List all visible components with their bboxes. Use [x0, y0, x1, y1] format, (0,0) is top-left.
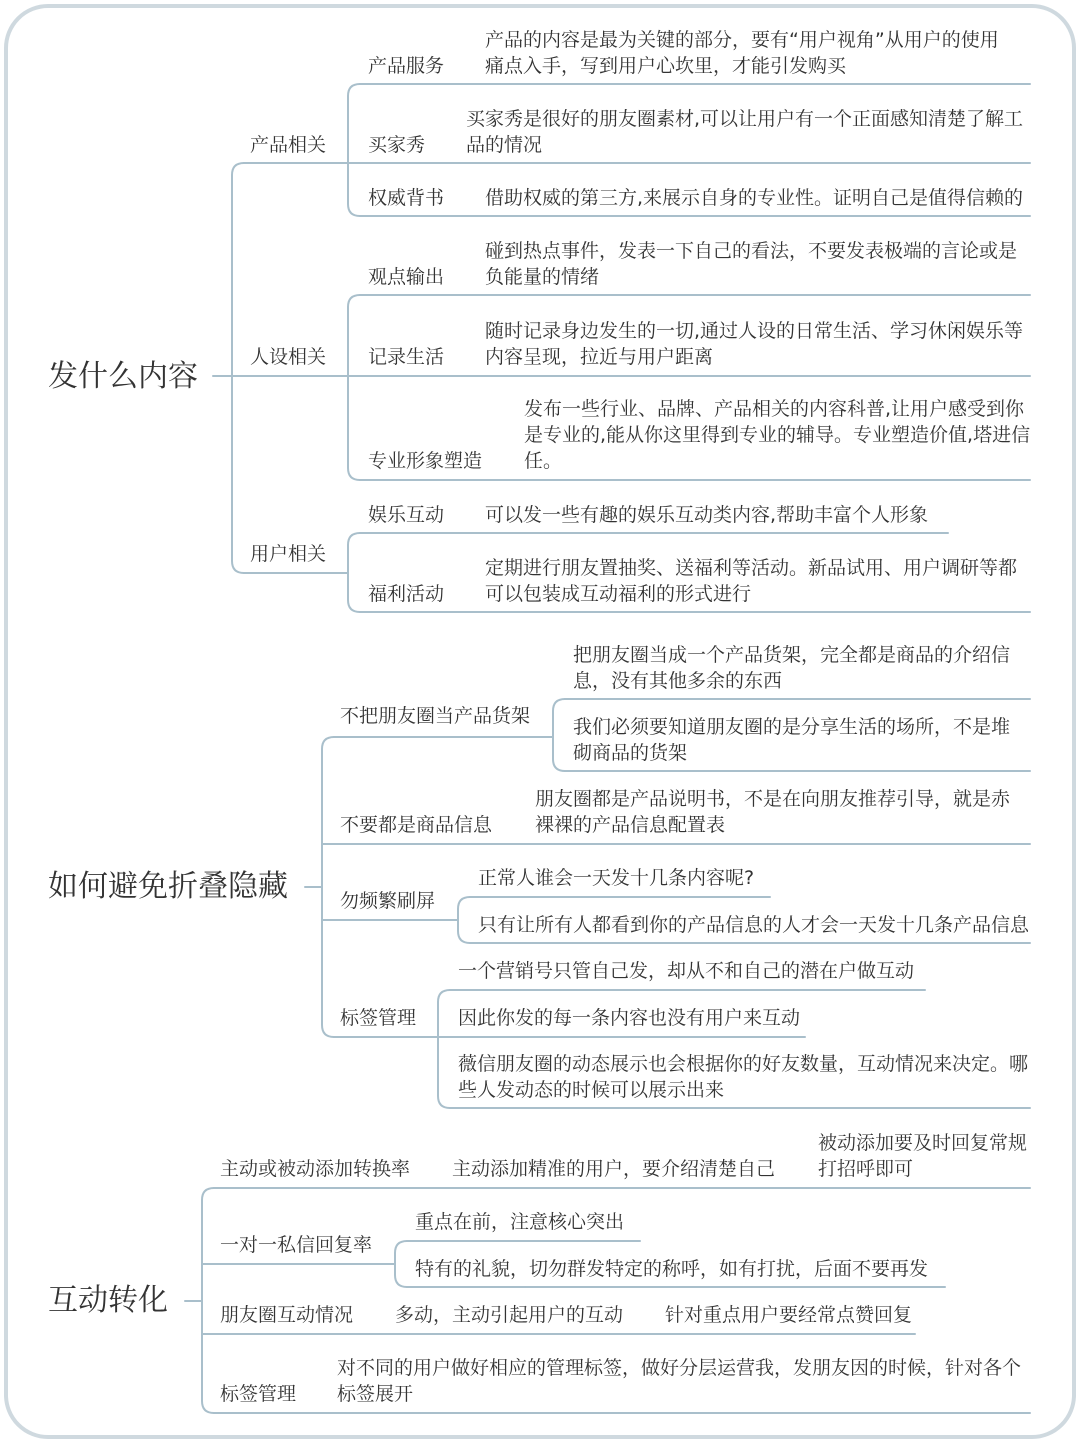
subtopic-spine	[553, 699, 565, 771]
detail-line: 买家秀是很好的朋友圈素材,可以让用户有一个正面感知清楚了解工	[466, 108, 1024, 130]
detail-line: 发布一些行业、品牌、产品相关的内容科普,让用户感受到你	[524, 398, 1025, 420]
detail-text	[458, 1051, 1028, 1103]
detail-text	[485, 502, 928, 528]
detail-line: 把朋友圈当成一个产品货架，完全都是商品的介绍信	[573, 644, 1011, 666]
detail-text	[665, 1302, 912, 1328]
detail-line: 品的情况	[466, 134, 543, 156]
branch-topic: 标签管理	[340, 1007, 417, 1029]
branch-topic: 不把朋友圈当产品货架	[340, 705, 531, 727]
branch-topic: 主动或被动添加转换率	[220, 1158, 411, 1180]
detail-line: 只有让所有人都看到你的产品信息的人才会一天发十几条产品信息	[478, 914, 1030, 936]
detail-text	[458, 1005, 800, 1031]
subtopic: 专业形象塑造	[368, 450, 483, 472]
subtopic: 娱乐互动	[368, 504, 445, 526]
detail-line: 定期进行朋友置抽奖、送福利等活动。新品试用、用户调研等都	[485, 557, 1018, 579]
detail-line: 特有的礼貌，切勿群发特定的称呼，如有打扰，后面不要再发	[415, 1258, 929, 1280]
subtopic-spine	[348, 533, 360, 612]
branch-topic: 产品相关	[250, 134, 327, 156]
detail-text	[573, 642, 1010, 694]
detail-text	[535, 786, 1010, 838]
branch-spine	[322, 737, 334, 1037]
detail-text	[458, 958, 914, 984]
detail-line: 砌商品的货架	[573, 742, 688, 764]
detail-text	[818, 1130, 1027, 1182]
detail-line: 裸裸的产品信息配置表	[535, 814, 726, 836]
detail-text	[478, 865, 754, 891]
branch-topic: 不要都是商品信息	[340, 814, 493, 836]
subtopic: 记录生活	[368, 346, 445, 368]
subtopic: 产品服务	[368, 55, 445, 77]
detail-line: 随时记录身边发生的一切,通过人设的日常生活、学习休闲娱乐等	[485, 320, 1024, 342]
subtopic-spine	[395, 1241, 407, 1287]
detail-text	[485, 238, 1017, 290]
detail-text	[485, 185, 1023, 211]
detail-line: 我们必须要知道朋友圈的是分享生活的场所，不是堆	[573, 716, 1011, 738]
branch-topic: 用户相关	[250, 543, 327, 565]
branch-spine	[232, 163, 244, 573]
detail-line: 薇信朋友圈的动态展示也会根据你的好友数量，互动情况来决定。哪	[458, 1053, 1029, 1075]
detail-line: 对不同的用户做好相应的管理标签，做好分层运营我，发朋友因的时候，针对各个	[337, 1357, 1022, 1379]
branch-topic: 朋友圈互动情况	[220, 1304, 354, 1326]
root-topic-what-to-post: 发什么内容	[48, 359, 198, 394]
detail-line: 痛点入手，写到用户心坎里，才能引发购买	[485, 55, 847, 77]
detail-line: 碰到热点事件，发表一下自己的看法，不要发表极端的言论或是	[485, 240, 1018, 262]
detail-line: 被动添加要及时回复常规	[818, 1132, 1028, 1154]
detail-text	[466, 106, 1023, 158]
branch-topic: 一对一私信回复率	[220, 1234, 373, 1256]
detail-text	[485, 555, 1017, 607]
detail-line: 正常人谁会一天发十几条内容呢?	[478, 867, 755, 889]
detail-text	[573, 714, 1010, 766]
detail-line: 朋友圈都是产品说明书，不是在向朋友推荐引导，就是赤	[535, 788, 1011, 810]
detail-line: 多动，主动引起用户的互动	[395, 1304, 624, 1326]
detail-text	[415, 1256, 928, 1282]
detail-text	[395, 1302, 623, 1328]
branch-spine	[202, 1188, 214, 1413]
detail-line: 息，没有其他多余的东西	[573, 670, 783, 692]
detail-line: 标签展开	[337, 1383, 414, 1405]
branch-topic: 标签管理	[220, 1383, 297, 1405]
detail-text	[478, 912, 1029, 938]
detail-line: 针对重点用户要经常点赞回复	[665, 1304, 913, 1326]
detail-line: 内容呈现，拉近与用户距离	[485, 346, 714, 368]
root-topic-avoid-folding: 如何避免折叠隐藏	[48, 869, 288, 904]
detail-line: 可以发一些有趣的娱乐互动类内容,帮助丰富个人形象	[485, 504, 929, 526]
subtopic: 观点输出	[368, 266, 445, 288]
detail-line: 任。	[524, 450, 563, 472]
subtopic-spine	[348, 295, 360, 480]
detail-line: 借助权威的第三方,来展示自身的专业性。证明自己是值得信赖的	[485, 187, 1024, 209]
root-topic-engagement-conversion: 互动转化	[48, 1283, 168, 1318]
branch-topic: 勿频繁刷屏	[340, 890, 436, 912]
detail-line: 负能量的情绪	[485, 266, 600, 288]
detail-line: 可以包装成互动福利的形式进行	[485, 583, 752, 605]
detail-text	[415, 1209, 624, 1235]
detail-line: 一个营销号只管自己发，却从不和自己的潜在户做互动	[458, 960, 915, 982]
detail-text	[337, 1355, 1021, 1407]
detail-line: 是专业的,能从你这里得到专业的辅导。专业塑造价值,塔进信	[524, 424, 1031, 446]
detail-line: 因此你发的每一条内容也没有用户来互动	[458, 1007, 801, 1029]
detail-line: 重点在前，注意核心突出	[415, 1211, 625, 1233]
subtopic: 福利活动	[368, 583, 445, 605]
subtopic-spine	[348, 84, 360, 216]
detail-line: 些人发动态的时候可以展示出来	[458, 1079, 725, 1101]
detail-text	[524, 396, 1030, 474]
detail-text	[452, 1156, 775, 1182]
detail-line: 产品的内容是最为关键的部分，要有“用户视角”从用户的使用	[485, 29, 999, 51]
branch-topic: 人设相关	[250, 346, 327, 368]
detail-text	[485, 318, 1023, 370]
detail-line: 打招呼即可	[818, 1158, 914, 1180]
subtopic: 买家秀	[368, 134, 426, 156]
subtopic-spine	[438, 990, 450, 1108]
subtopic: 权威背书	[368, 187, 445, 209]
detail-text	[485, 27, 999, 79]
detail-line: 主动添加精准的用户，要介绍清楚自己	[452, 1158, 776, 1180]
subtopic-spine	[458, 897, 470, 943]
